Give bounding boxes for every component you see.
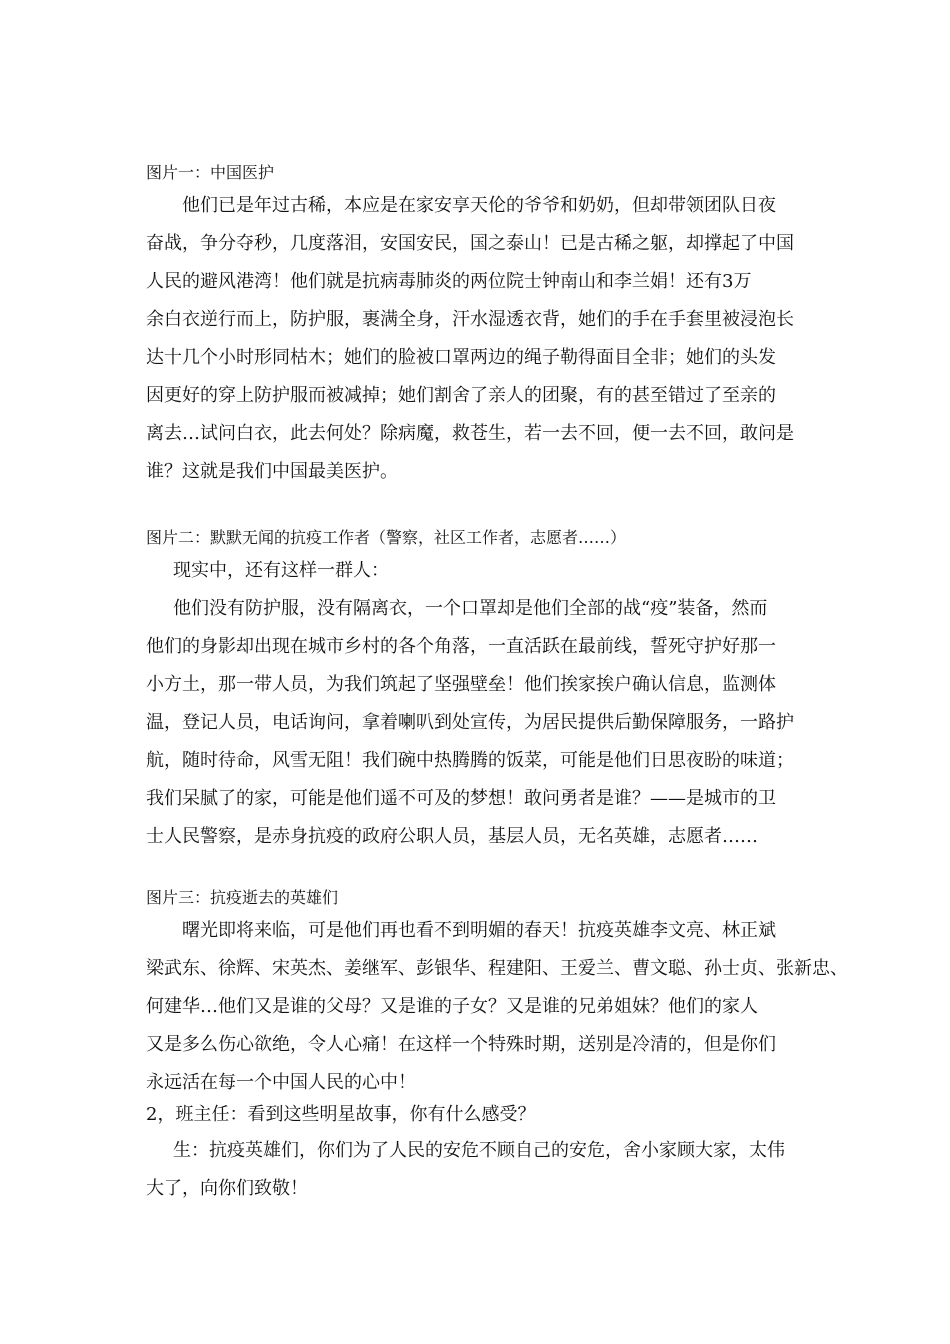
section3-line: 永远活在每一个中国人民的心中！ [146,1072,416,1093]
section2-line: 他们的身影却出现在城市乡村的各个角落，一直活跃在最前线，誓死守护好那一 [146,636,776,657]
section1-line: 他们已是年过古稀，本应是在家安享天伦的爷爷和奶奶，但却带领团队日夜 [182,195,776,216]
section2-line: 小方土，那一带人员，为我们筑起了坚强壁垒！他们挨家挨户确认信息，监测体 [146,674,776,695]
section1-line: 谁？这就是我们中国最美医护。 [146,461,398,482]
section2-line: 温，登记人员，电话询问，拿着喇叭到处宣传，为居民提供后勤保障服务，一路护 [146,712,794,733]
student-answer-line: 大了，向你们致敬！ [146,1178,308,1199]
section1-heading: 图片一：中国医护 [146,163,275,182]
section1-line: 奋战，争分夺秒，几度落泪，安国安民，国之泰山！已是古稀之躯，却撑起了中国 [146,233,794,254]
student-answer-line: 生：抗疫英雄们，你们为了人民的安危不顾自己的安危，舍小家顾大家，太伟 [173,1140,785,1161]
section1-line: 人民的避风港湾！他们就是抗病毒肺炎的两位院士钟南山和李兰娟！还有3万 [146,271,752,292]
section2-line: 航，随时待命，风雪无阻！我们碗中热腾腾的饭菜，可能是他们日思夜盼的味道； [146,750,794,771]
section2-heading: 图片二：默默无闻的抗疫工作者（警察，社区工作者，志愿者……） [146,528,627,547]
section3-line: 又是多么伤心欲绝，令人心痛！在这样一个特殊时期，送别是冷清的，但是你们 [146,1034,776,1055]
section3-heading: 图片三：抗疫逝去的英雄们 [146,888,339,907]
section2-line: 士人民警察，是赤身抗疫的政府公职人员，基层人员，无名英雄，志愿者…… [146,826,758,847]
teacher-question: 2，班主任：看到这些明星故事，你有什么感受？ [146,1104,536,1125]
section3-line: 曙光即将来临，可是他们再也看不到明媚的春天！抗疫英雄李文亮、林正斌 [182,920,776,941]
section1-line: 余白衣逆行而上，防护服，裹满全身，汗水湿透衣背，她们的手在手套里被浸泡长 [146,309,794,330]
section2-line: 他们没有防护服，没有隔离衣，一个口罩却是他们全部的战“疫”装备，然而 [173,598,768,619]
section1-line: 达十几个小时形同枯木；她们的脸被口罩两边的绳子勒得面目全非；她们的头发 [146,347,776,368]
section1-line: 离去…试问白衣，此去何处？除病魔，救苍生，若一去不回，便一去不回，敢问是 [146,423,794,444]
section2-line: 我们呆腻了的家，可能是他们遥不可及的梦想！敢问勇者是谁？——是城市的卫 [146,788,776,809]
section1-line: 因更好的穿上防护服而被减掉；她们割舍了亲人的团聚，有的甚至错过了至亲的 [146,385,776,406]
section2-line: 现实中，还有这样一群人： [173,560,389,581]
section3-line: 梁武东、徐辉、宋英杰、姜继军、彭银华、程建阳、王爱兰、曹文聪、孙士贞、张新忠、 [146,958,848,979]
section3-line: 何建华…他们又是谁的父母？又是谁的子女？又是谁的兄弟姐妹？他们的家人 [146,996,758,1017]
